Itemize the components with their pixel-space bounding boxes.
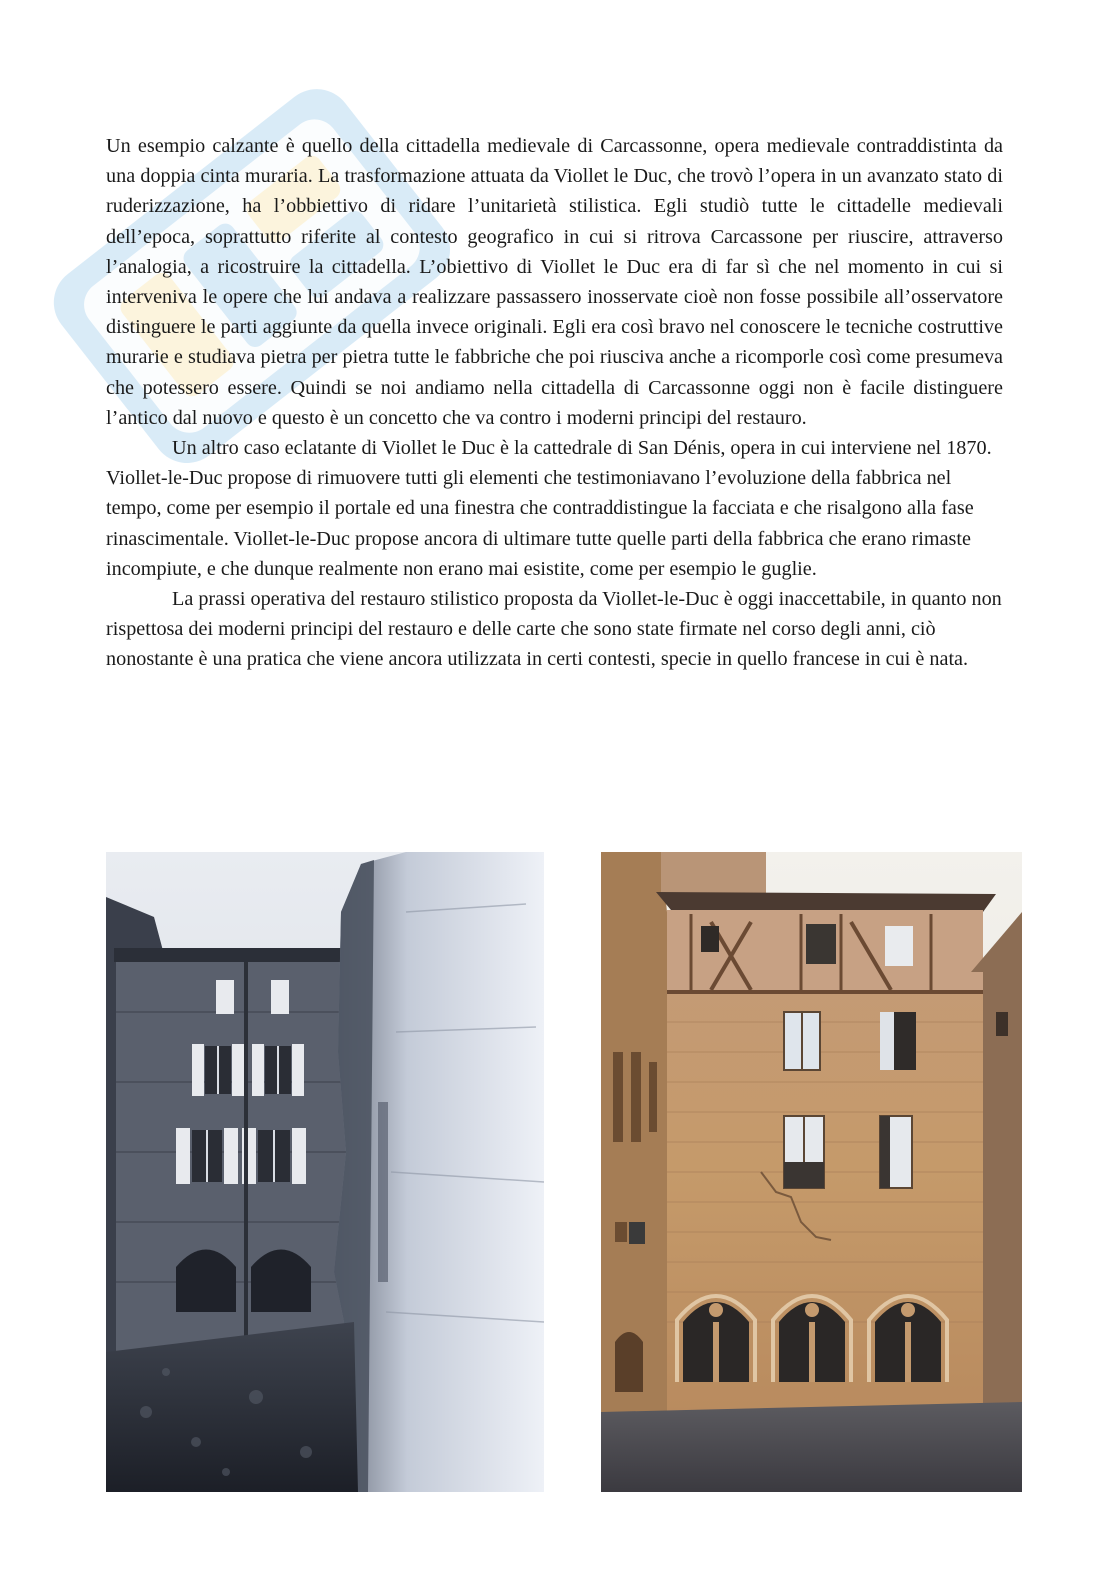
paragraph-prassi-operativa: La prassi operativa del restauro stilistico proposta da Viollet-le-Duc è oggi inaccettabile, in quanto non rispettosa dei moderni principi del restauro e delle carte che sono state firmate nel corso degli anni, ciò nonostante è una pratica che viene ancora utilizzata in certi contesti, specie in quello francese in cui è nata.	[106, 588, 1002, 671]
paragraph-carcassonne: Un esempio calzante è quello della cittadella medievale di Carcassonne, opera medievale contraddistinta da una doppia cinta muraria. La trasformazione attuata da Viollet le Duc, che trovò l’opera in un avanzato stato di ruderizzazione, ha l’obbiettivo di ridare l’unitarietà stilistica. Egli studiò tutte le cittadelle medievali dell’epoca, soprattutto riferite al contesto geografico in cui si ritrova Carcassone per riuscire, attraverso l’analogia, a ricostruire la cittadella. L’obiettivo di Viollet le Duc era di far sì che nel momento in cui si interveniva le opere che lui andava a realizzare passassero inosservate cioè non fosse possibile all’osservatore distinguere le parti aggiunte da quella invece originali. Egli era così bravo nel conoscere le tecniche costruttive murarie e studiava pietra per pietra tutte le fabbriche che poi riusciva anche a ricomporle così come presumeva che potessero essere. Quindi se noi andiamo nella cittadella di Carcassonne oggi non è facile distinguere l’antico dal nuovo e questo è un concetto che va contro i moderni principi del restauro.	[106, 135, 1003, 429]
photo-restored-building	[601, 852, 1022, 1492]
paragraph-san-denis: Un altro caso eclatante di Viollet le Duc è la cattedrale di San Dénis, opera in cui interviene nel 1870. Viollet-le-Duc propose di rimuovere tutti gli elementi che testimoniavano l’evoluzione della fabbrica nel tempo, come per esempio il portale ed una finestra che contraddistingue la facciata e che risalgono alla fase rinascimentale. Viollet-le-Duc propose ancora di ultimare tutte quelle parti della fabbrica che erano rimaste incompiute, e che dunque realmente non erano mai esistite, come per esempio le guglie.	[106, 437, 992, 580]
photo-courtyard-before	[106, 852, 544, 1492]
text-body	[106, 131, 1003, 675]
